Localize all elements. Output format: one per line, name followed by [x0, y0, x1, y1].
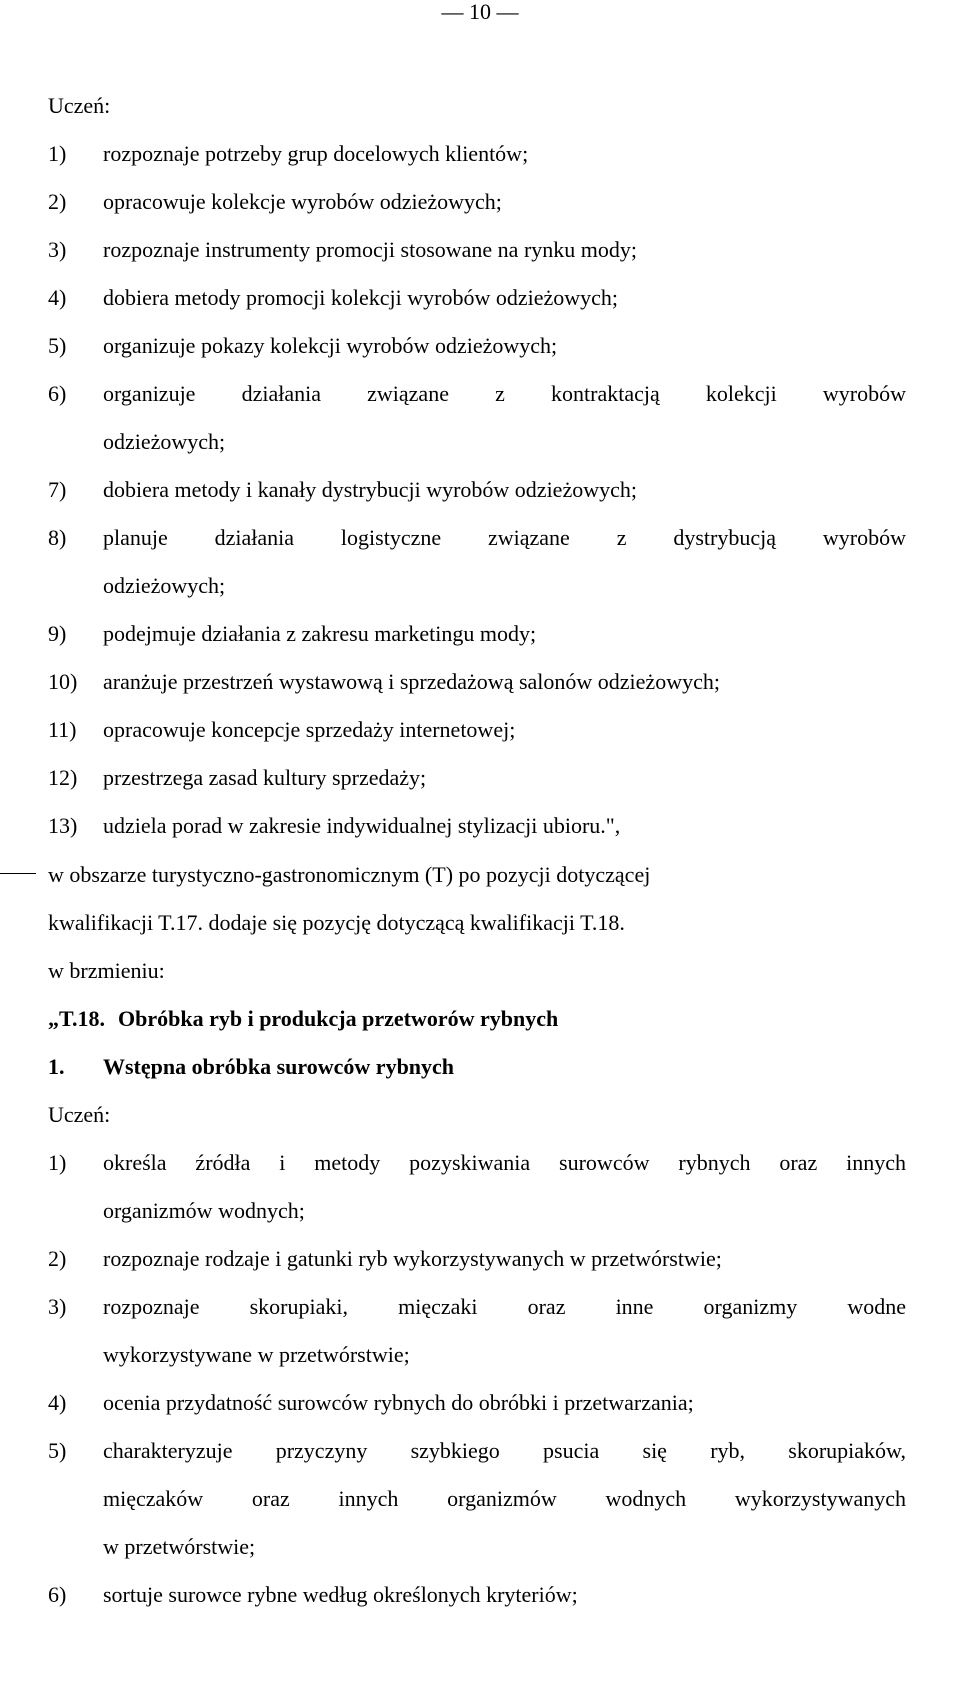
list-item-number: 3)	[48, 1294, 67, 1319]
list-item	[48, 1247, 906, 1295]
list-item-number: 1)	[48, 1150, 67, 1175]
amendment-line-text: w obszarze turystyczno-gastronomicznym (T) po pozycji dotyczącej	[48, 862, 651, 887]
unit-title: Wstępna obróbka surowców rybnych	[103, 1054, 455, 1079]
list-item-text: planuje działania logistyczne związane z dystrybucją wyrobów	[103, 525, 906, 550]
list-item	[48, 718, 906, 766]
list-item	[48, 670, 906, 718]
list-item-text: podejmuje działania z zakresu marketingu mody;	[103, 621, 537, 646]
amendment-line-text: w brzmieniu:	[48, 958, 165, 983]
amendment-line-text: kwalifikacji T.17. dodaje się pozycję dotyczącą kwalifikacji T.18.	[48, 910, 625, 935]
list-item-text: aranżuje przestrzeń wystawową i sprzedażową salonów odzieżowych;	[103, 669, 720, 694]
list-item-number: 10)	[48, 669, 78, 694]
list-item-continuation: wykorzystywane w przetwórstwie;	[103, 1342, 410, 1367]
list-item	[48, 622, 906, 670]
list-item-text: ocenia przydatność surowców rybnych do obróbki i przetwarzania;	[103, 1390, 694, 1415]
list-item	[48, 1151, 906, 1199]
amendment-line	[48, 959, 906, 1007]
list-item-number: 13)	[48, 813, 78, 838]
amendment-line	[48, 911, 906, 959]
list-intro: Uczeń:	[48, 93, 111, 118]
list-item	[48, 1583, 906, 1631]
list-item	[48, 238, 906, 286]
list-item-continuation: organizmów wodnych;	[103, 1198, 305, 1223]
qualification-code: „T.18.	[48, 1006, 106, 1031]
list-item-text: określa źródła i metody pozyskiwania surowców rybnych oraz innych	[103, 1150, 906, 1175]
list-item-number: 4)	[48, 1390, 67, 1415]
list-item-continuation: odzieżowych;	[103, 573, 226, 598]
list-item	[48, 334, 906, 382]
list-item-number: 5)	[48, 1438, 67, 1463]
competency-list-a	[48, 94, 906, 862]
list-item	[48, 814, 906, 862]
list-item-text: rozpoznaje potrzeby grup docelowych klientów;	[103, 141, 529, 166]
list-item	[48, 1439, 906, 1487]
list-item-number: 2)	[48, 1246, 67, 1271]
list-item	[48, 142, 906, 190]
unit-number: 1.	[48, 1054, 65, 1079]
list-intro: Uczeń:	[48, 1102, 111, 1127]
list-item-text: dobiera metody i kanały dystrybucji wyrobów odzieżowych;	[103, 477, 637, 502]
list-item-text: sortuje surowce rybne według określonych kryteriów;	[103, 1582, 578, 1607]
list-item-text: charakteryzuje przyczyny szybkiego psucia się ryb, skorupiaków,	[103, 1438, 906, 1463]
list-item-text: rozpoznaje skorupiaki, mięczaki oraz inne organizmy wodne	[103, 1294, 906, 1319]
amendment-paragraph	[48, 863, 906, 1631]
list-item	[48, 526, 906, 574]
qualification-title: Obróbka ryb i produkcja przetworów rybnych	[118, 1006, 559, 1031]
list-item-continuation: w przetwórstwie;	[103, 1534, 256, 1559]
list-item	[48, 766, 906, 814]
list-item-text: rozpoznaje rodzaje i gatunki ryb wykorzystywanych w przetwórstwie;	[103, 1246, 722, 1271]
list-item-text: udziela porad w zakresie indywidualnej stylizacji ubioru.",	[103, 813, 621, 838]
list-item-number: 12)	[48, 765, 78, 790]
list-item	[48, 286, 906, 334]
page-number: — 10 —	[441, 0, 519, 24]
list-item-text: dobiera metody promocji kolekcji wyrobów odzieżowych;	[103, 285, 619, 310]
list-item	[48, 382, 906, 430]
dash-marker	[0, 873, 36, 874]
unit-heading	[48, 1055, 906, 1103]
list-item-continuation: odzieżowych;	[103, 429, 226, 454]
list-item-number: 6)	[48, 381, 67, 406]
list-item-text: opracowuje koncepcje sprzedaży internetowej;	[103, 717, 516, 742]
list-item-continuation: mięczaków oraz innych organizmów wodnych wykorzystywanych	[103, 1486, 906, 1511]
list-item	[48, 478, 906, 526]
qualification-heading	[48, 1007, 906, 1055]
list-item	[48, 1295, 906, 1343]
list-item-text: opracowuje kolekcje wyrobów odzieżowych;	[103, 189, 502, 214]
list-item	[48, 190, 906, 238]
list-item-number: 3)	[48, 237, 67, 262]
list-item-number: 11)	[48, 717, 77, 742]
list-item-number: 1)	[48, 141, 67, 166]
list-item-number: 9)	[48, 621, 67, 646]
list-item-text: rozpoznaje instrumenty promocji stosowane na rynku mody;	[103, 237, 637, 262]
list-item-number: 7)	[48, 477, 67, 502]
list-item	[48, 1391, 906, 1439]
list-item-text: przestrzega zasad kultury sprzedaży;	[103, 765, 427, 790]
list-item-text: organizuje działania związane z kontraktacją kolekcji wyrobów	[103, 381, 906, 406]
list-item-number: 2)	[48, 189, 67, 214]
list-item-text: organizuje pokazy kolekcji wyrobów odzieżowych;	[103, 333, 558, 358]
list-item-number: 8)	[48, 525, 67, 550]
list-item-number: 5)	[48, 333, 67, 358]
amendment-line	[48, 863, 906, 911]
list-item-number: 4)	[48, 285, 67, 310]
list-item-number: 6)	[48, 1582, 67, 1607]
